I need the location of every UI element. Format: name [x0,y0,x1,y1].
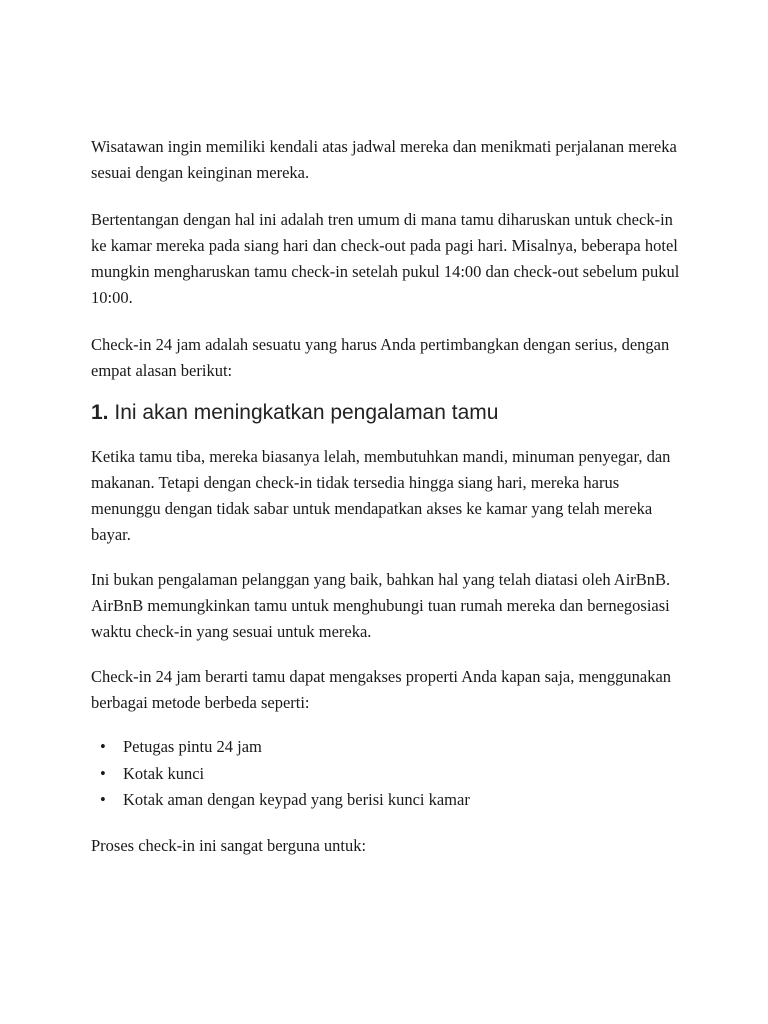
list-item-text: Kotak aman dengan keypad yang berisi kunci kamar [123,790,470,809]
access-methods-list [91,734,691,814]
list-item [100,734,691,761]
list-item [100,787,691,814]
bullet-icon: • [100,737,106,756]
section-number: 1. [91,401,109,424]
document-page [91,134,691,859]
paragraph-intro: Wisatawan ingin memiliki kendali atas jadwal mereka dan menikmati perjalanan mereka sesuai dengan keinginan mereka. [91,137,677,182]
bullet-icon: • [100,763,106,783]
section-title: Ini akan meningkatkan pengalaman tamu [114,401,499,424]
paragraph-airbnb: Ini bukan pengalaman pelanggan yang baik, bahkan hal yang telah diatasi oleh AirBnB. AirBnB memungkinkan tamu untuk menghubungi tuan rumah mereka dan bernegosiasi waktu check-in yang sesuai untuk mereka. [91,570,671,641]
paragraph-guest-arrival: Ketika tamu tiba, mereka biasanya lelah, membutuhkan mandi, minuman penyegar, dan makanan. Tetapi dengan check-in tidak tersedia hingga siang hari, mereka harus menunggu dengan tidak sabar untuk mendapatkan akses ke kamar yang telah mereka bayar. [91,447,671,544]
paragraph-reasons: Check-in 24 jam adalah sesuatu yang harus Anda pertimbangkan dengan serius, dengan empat alasan berikut: [91,335,670,380]
paragraph-access-methods: Check-in 24 jam berarti tamu dapat mengakses properti Anda kapan saja, menggunakan berbagai metode berbeda seperti: [91,667,672,712]
paragraph-contrast: Bertentangan dengan hal ini adalah tren umum di mana tamu diharuskan untuk check-in ke kamar mereka pada siang hari dan check-out pada pagi hari. Misalnya, beberapa hotel mungkin mengharuskan tamu check-in setelah pukul 14:00 dan check-out sebelum pukul 10:00. [91,210,680,307]
list-item-text: Petugas pintu 24 jam [123,737,262,756]
bullet-icon: • [100,790,106,809]
list-item-text: Kotak kunci [123,763,205,783]
paragraph-closing: Proses check-in ini sangat berguna untuk: [91,835,367,855]
list-item [100,761,691,788]
section-heading [91,398,691,428]
